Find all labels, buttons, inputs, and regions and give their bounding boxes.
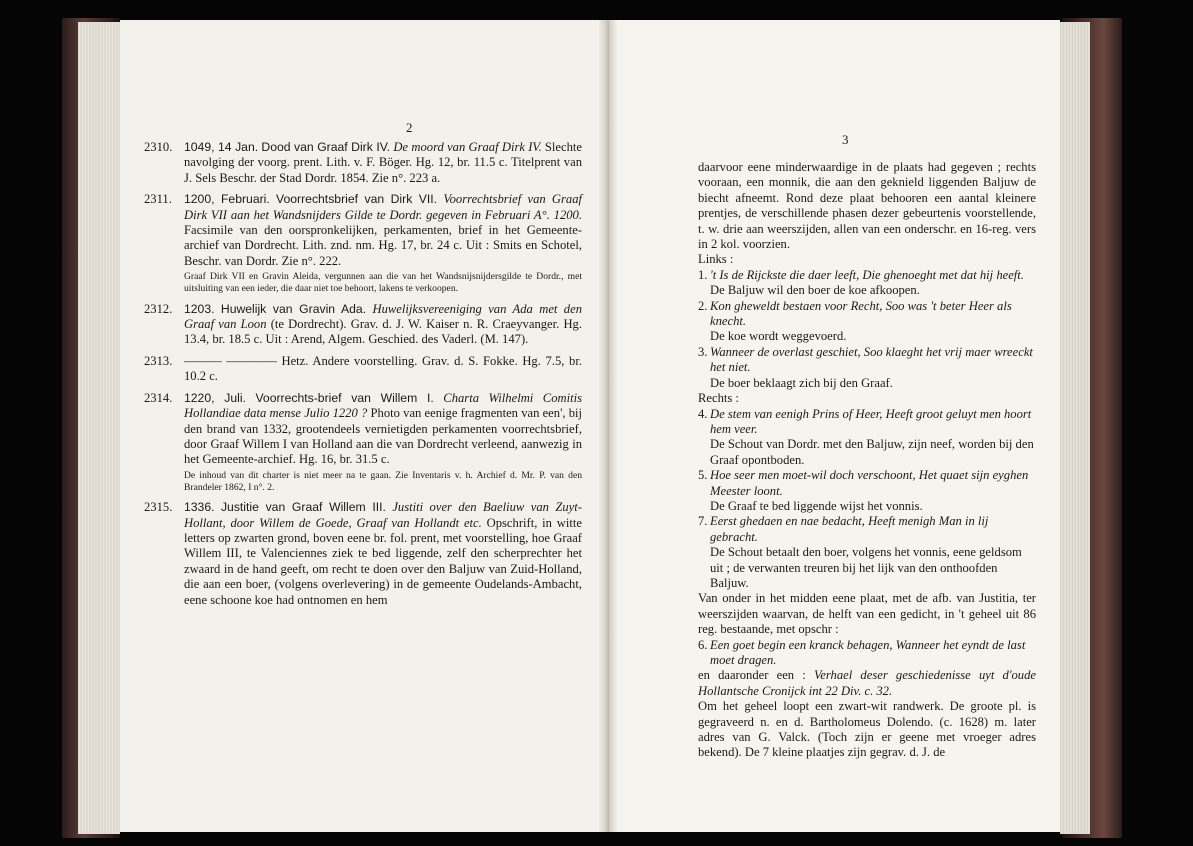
verse-item-6 xyxy=(698,638,1036,669)
verse-item-3 xyxy=(698,345,1036,391)
entry-note: De inhoud van dit charter is niet meer na te gaan. Zie Inventaris v. h. Archief d. Mr. P. van den Brandeler 1862, I n°. 2. xyxy=(184,469,582,493)
right-page-text xyxy=(698,160,1036,761)
catalog-entry-2315 xyxy=(144,500,582,608)
left-page xyxy=(120,20,608,832)
closing-paragraph: Om het geheel loopt een zwart-wit randwerk. De groote pl. is gegraveerd n. en d. Bartholomeus Dolendo. (c. 1628) m. later adres van G. Valck. (Toch zijn er geene met vroeger adres bekend). De 7 kleine plaatjes zijn gegrav. d. J. de xyxy=(698,699,1036,760)
verse-item-5 xyxy=(698,468,1036,514)
entry-number: 2312. xyxy=(144,301,173,316)
verse-text: Kon gheweldt bestaen voor Recht, Soo was 't beter Heer als knecht. xyxy=(710,298,1012,329)
verse-item-4 xyxy=(698,407,1036,469)
catalog-entry-2311 xyxy=(144,192,583,295)
verse-text: Hoe seer men moet-wil doch verschoont, Het quaet sijn eyghen Meester loont. xyxy=(710,468,1029,498)
verse-item-2 xyxy=(698,299,1036,345)
verse-description: De Schout van Dordr. met den Baljuw, zijn neef, worden bij den Graaf opontboden. xyxy=(710,437,1034,467)
verse-text: Eerst ghedaen en nae bedacht, Heeft menigh Man in lij gebracht. xyxy=(710,514,989,544)
page-number-left: 2 xyxy=(406,120,414,135)
verse-text: 't Is de Rijckste die daer leeft, Die ghenoeght met dat hij heeft. xyxy=(710,267,1024,282)
entry-number: 2313. xyxy=(144,353,173,368)
below-text: en daaronder een : xyxy=(698,668,806,683)
entry-title: Huwelijk van Gravin Ada. xyxy=(220,301,367,316)
verse-text: De stem van eenigh Prins of Heer, Heeft groot geluyt men hoort hem veer. xyxy=(710,406,1032,436)
verse-text: Een goet begin een kranck behagen, Wanneer het eyndt de last moet dragen. xyxy=(710,637,1026,667)
entry-title: Hetz. xyxy=(281,353,309,368)
entry-date: 1220, Juli. xyxy=(184,390,246,405)
intro-paragraph: daarvoor eene minderwaardige in de plaats had gegeven ; rechts vooraan, een monnik, die aan den geknield liggenden Baljuw de biecht afneemt. Rond deze plaat behooren een aantal kleinere prentjes, de verschillende phasen dezer gebeurtenis voorstellende, t. w. drie aan weerszijden, allen van een onderschr. en 16-reg. vers in 2 kol. voorzien. xyxy=(698,160,1036,252)
entry-number: 2315. xyxy=(144,500,173,515)
catalog-entry-2314 xyxy=(144,390,583,494)
verse-number: 2. xyxy=(698,298,708,313)
links-label: Links : xyxy=(698,252,734,267)
entry-title: Voorrechtsbrief van Dirk VII. xyxy=(276,192,438,207)
verse-item-1 xyxy=(698,268,1036,299)
entry-note: Graaf Dirk VII en Gravin Aleida, vergunnen aan die van het Wandsnijsnijdersgilde te Dordr., met uitsluiting van een ieder, die daar niet toe behoort, lakens te verkoopen. xyxy=(184,271,582,295)
entry-number: 2314. xyxy=(144,390,173,405)
rechts-label: Rechts : xyxy=(698,391,739,406)
catalog-entry-2313 xyxy=(144,353,582,385)
entry-description: Slechte navolging der voorg. prent. Lith. v. F. Böger. Hg. 12, br. 11.5 c. Titelprent van J. Sels Beschr. der Stad Dordr. 1854. Zie n°. 223 a. xyxy=(184,140,582,185)
entry-date: ——— ———— xyxy=(184,353,277,368)
verse-text: Wanneer de overlast geschiet, Soo klaeght het vrij maer wreeckt het niet. xyxy=(710,344,1033,375)
verse-description: De Graaf te bed liggende wijst het vonnis. xyxy=(710,498,923,513)
entry-date: 1203. xyxy=(184,301,215,316)
entry-title: Dood van Graaf Dirk IV. xyxy=(261,140,391,154)
entry-italic-title: Huwelijksvereeniging van Ada met den Graaf van Loon xyxy=(184,301,582,332)
entry-description: Photo van eenige fragmenten van een', bij den brand van 1332, grootendeels vernietigden perkamenten voorrechtsbrief, door Graaf Willem I van Holland aan die van Dordrecht verleend, aanwezig in het Gemeente-archief. Hg. 16, br. 31.5 c. xyxy=(184,406,583,467)
verse-description: De Baljuw wil den boer de koe afkoopen. xyxy=(710,283,920,298)
verse-number: 5. xyxy=(698,468,708,483)
entry-description: Facsimile van den oorspronkelijken, perkamenten, brief in het Gemeente-archief van Dordrecht. Lith. znd. nm. Hg. 17, br. 24 c. Uit : Smits en Schotel, Beschr. van Dordr. Zie n°. 222. xyxy=(184,223,582,268)
verse-description: De boer beklaagt zich bij den Graaf. xyxy=(710,375,893,390)
catalog-entry-2310 xyxy=(144,140,582,186)
entry-italic-title: De moord van Graaf Dirk IV. xyxy=(393,140,542,154)
page-stack-left xyxy=(78,22,120,834)
book-gutter xyxy=(598,20,618,832)
entry-number: 2310. xyxy=(144,140,173,154)
entry-date: 1200, Februari. xyxy=(184,192,270,207)
verse-number: 7. xyxy=(698,514,708,529)
verse-number: 6. xyxy=(698,637,708,652)
verse-number: 3. xyxy=(698,344,708,359)
entry-description: Opschrift, in witte letters op zwarten grond, boven eene br. fol. prent, met voorstelling, hoe Graaf Willem III, te Valenciennes ziek te bed liggende, zelf den scherprechter het zwaard in de hand geeft, om recht te doen over den Baljuw van Zuid-Holland, die aan een boer, (volgens overlevering) in de gemeente Oudelands-Ambacht, eene schoone koe had ontnomen en hem xyxy=(184,515,582,607)
entry-description: Andere voorstelling. Grav. d. S. Fokke. Hg. 7.5, br. 10.2 c. xyxy=(184,353,582,384)
left-page-text xyxy=(144,140,583,614)
entry-italic-title: Charta Wilhelmi Comitis Hollandiae data mense Julio 1220 ? xyxy=(184,390,582,421)
entry-number: 2311. xyxy=(144,192,172,207)
verse-number: 4. xyxy=(698,406,708,421)
entry-title: Justitie van Graaf Willem III. xyxy=(220,500,386,515)
middle-paragraph: Van onder in het midden eene plaat, met de afb. van Justitia, ter weerszijden waarvan, de helft van een gedicht, in 't geheel uit 86 reg. bestaande, met opschr : xyxy=(698,591,1036,637)
verse-number: 1. xyxy=(698,267,708,282)
below-paragraph xyxy=(698,668,1036,699)
verse-item-7 xyxy=(698,514,1036,591)
below-italic-title: Verhael deser geschiedenisse uyt d'oude Hollantsche Cronijck int 22 Div. c. 32. xyxy=(698,668,1036,698)
verse-description: De koe wordt weggevoerd. xyxy=(710,329,847,344)
verse-description: De Schout betaalt den boer, volgens het vonnis, eene geldsom uit ; de verwanten treuren bij het lijk van den onthoofden Baljuw. xyxy=(710,545,1022,590)
right-page xyxy=(608,20,1060,832)
entry-title: Voorrechts-brief van Willem I. xyxy=(255,390,434,405)
entry-italic-title: Voorrechtsbrief van Graaf Dirk VII aan het Wandsnijders Gilde te Dordr. gegeven in Februari A°. 1200. xyxy=(184,192,583,222)
entry-description: (te Dordrecht). Grav. d. J. W. Kaiser n. R. Craeyvanger. Hg. 13.4, br. 18.5 c. Uit : Arend, Algem. Geschied. des Vaderl. (M. 147). xyxy=(184,317,582,347)
catalog-entry-2312 xyxy=(144,301,582,348)
entry-date: 1336. xyxy=(184,500,215,515)
page-number-right: 3 xyxy=(842,132,850,147)
entry-italic-title: Justiti over den Baeliuw van Zuyt-Hollant, door Willem de Goede, Graaf van Hollandt etc. xyxy=(184,500,582,530)
page-stack-right xyxy=(1060,22,1090,834)
entry-date: 1049, 14 Jan. xyxy=(184,140,259,154)
